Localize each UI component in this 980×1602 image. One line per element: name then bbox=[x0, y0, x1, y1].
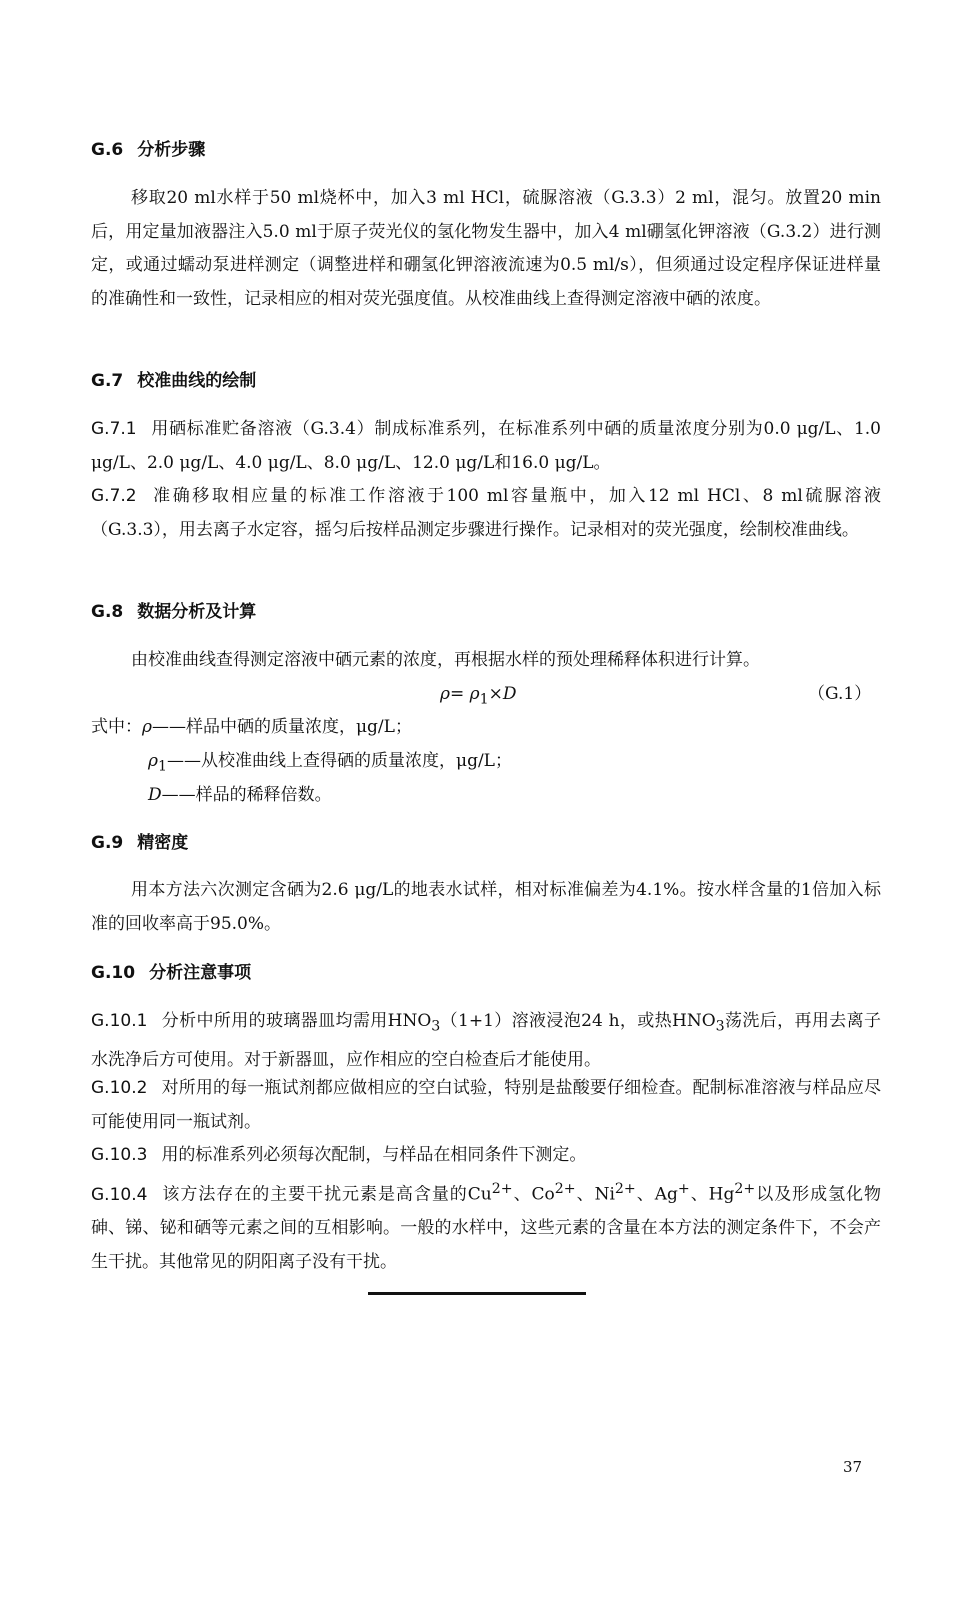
formula-subscript: 1 bbox=[479, 691, 489, 708]
formula-operator: = bbox=[450, 684, 470, 704]
paragraph-g9: 用本方法六次测定含硒为2.6 μg/L的地表水试样，相对标准偏差为4.1%。按水样含量的1倍加入标准的回收率高于95.0%。 bbox=[91, 880, 881, 934]
paragraph-g6: 移取20 ml水样于50 ml烧杯中，加入3 ml HCl，硫脲溶液（G.3.3）2 ml，混匀。放置20 min后，用定量加液器注入5.0 ml于原子荧光仪的氢化物发生器中，加入4 ml硼氢化钾溶液（G.3.2）进行测定，或通过蠕动泵进样测定（调整进样和硼氢化钾溶液流速为0.5 ml/s），但须通过设定程序保证进样量的准确性和一致性，记录相应的相对荧光强度值。从校准曲线上查得测定溶液中硒的浓度。 bbox=[91, 188, 881, 309]
section-heading-g9 bbox=[91, 831, 188, 855]
paragraph-g10-3 bbox=[91, 1139, 881, 1173]
definition-subscript: 1 bbox=[158, 758, 168, 775]
definition-text: ——样品的稀释倍数。 bbox=[161, 785, 332, 805]
section-title: 分析注意事项 bbox=[149, 963, 252, 983]
superscript: 2+ bbox=[614, 1181, 636, 1197]
paragraph-text: 对所用的每一瓶试剂都应做相应的空白试验，特别是盐酸要仔细检查。配制标准溶液与样品应尽可能使用同一瓶试剂。 bbox=[91, 1078, 881, 1132]
subscript: 3 bbox=[715, 1018, 725, 1035]
definition-rho1 bbox=[148, 747, 512, 780]
section-number: G.9 bbox=[91, 833, 124, 853]
paragraph-text: 荡洗后，再用去离子水洗净后方可使用。对于新器皿，应作相应的空白检查后才能使用。 bbox=[91, 1011, 882, 1070]
section-heading-g6 bbox=[91, 138, 205, 162]
section-title: 数据分析及计算 bbox=[137, 602, 257, 622]
definition-symbol: ρ bbox=[142, 717, 152, 737]
subsection-number: G.7.1 bbox=[91, 419, 137, 439]
formula-symbol: D bbox=[502, 684, 517, 704]
paragraph-text: 分析中所用的玻璃器皿均需用HNO bbox=[161, 1011, 432, 1031]
definition-d bbox=[148, 781, 332, 809]
section-heading-g10 bbox=[91, 961, 251, 985]
definition-symbol: ρ bbox=[148, 751, 158, 771]
paragraph-g8: 由校准曲线查得测定溶液中硒元素的浓度，再根据水样的预处理稀释体积进行计算。 bbox=[131, 650, 760, 670]
section-heading-g8 bbox=[91, 600, 256, 624]
section-title: 分析步骤 bbox=[137, 140, 206, 160]
formula-symbol: ρ bbox=[440, 684, 450, 704]
subsection-number: G.7.2 bbox=[91, 486, 137, 506]
page-number: 37 bbox=[843, 1458, 863, 1476]
superscript: + bbox=[677, 1181, 690, 1197]
end-rule bbox=[368, 1292, 586, 1295]
section-number: G.10 bbox=[91, 963, 136, 983]
paragraph-g7-1 bbox=[91, 413, 881, 480]
definition-prefix: 式中： bbox=[91, 717, 142, 737]
formula-number: （G.1） bbox=[808, 684, 872, 704]
paragraph-g7-2 bbox=[91, 480, 881, 547]
paragraph-text: 、Ni bbox=[575, 1184, 615, 1205]
subsection-number: G.10.4 bbox=[91, 1184, 148, 1205]
paragraph-text: 以及形成氢化物砷、锑、铋和硒等元素之间的互相影响。一般的水样中，这些元素的含量在本方法的测定条件下，不会产生干扰。其他常见的阴阳离子没有干扰。 bbox=[91, 1184, 882, 1272]
section-heading-g7 bbox=[91, 369, 256, 393]
paragraph-text: 该方法存在的主要干扰元素是高含量的Cu bbox=[161, 1184, 492, 1205]
paragraph-text: （1+1）溶液浸泡24 h，或热HNO bbox=[440, 1011, 716, 1031]
section-number: G.7 bbox=[91, 371, 124, 391]
section-title: 精密度 bbox=[137, 833, 189, 853]
paragraph-text: 准确移取相应量的标准工作溶液于100 ml容量瓶中，加入12 ml HCl、8 ml硫脲溶液（G.3.3），用去离子水定容，摇匀后按样品测定步骤进行操作。记录相对的荧光强度，绘制校准曲线。 bbox=[91, 486, 881, 540]
formula-symbol: ρ bbox=[469, 684, 480, 704]
section-number: G.8 bbox=[91, 602, 124, 622]
section-title: 校准曲线的绘制 bbox=[137, 371, 257, 391]
paragraph-text: 、Ag bbox=[635, 1184, 678, 1205]
paragraph-g10-4 bbox=[91, 1173, 881, 1279]
paragraph-text: 、Hg bbox=[689, 1184, 735, 1205]
paragraph-text: 用的标准系列必须每次配制，与样品在相同条件下测定。 bbox=[161, 1145, 587, 1165]
definition-text: ——样品中硒的质量浓度，μg/L； bbox=[152, 717, 412, 737]
superscript: 2+ bbox=[554, 1181, 576, 1197]
paragraph-g10-1 bbox=[91, 1005, 881, 1077]
superscript: 2+ bbox=[734, 1181, 756, 1197]
superscript: 2+ bbox=[491, 1181, 513, 1197]
subsection-number: G.10.3 bbox=[91, 1145, 148, 1165]
paragraph-g10-2 bbox=[91, 1072, 881, 1139]
subsection-number: G.10.1 bbox=[91, 1011, 148, 1031]
subscript: 3 bbox=[431, 1018, 441, 1035]
definition-rho bbox=[91, 713, 412, 741]
formula-operator: × bbox=[488, 684, 503, 704]
formula bbox=[440, 680, 517, 713]
section-number: G.6 bbox=[91, 140, 124, 160]
subsection-number: G.10.2 bbox=[91, 1078, 148, 1098]
definition-text: ——从校准曲线上查得硒的质量浓度，μg/L； bbox=[167, 751, 512, 771]
paragraph-text: 、Co bbox=[512, 1184, 555, 1205]
paragraph-text: 用硒标准贮备溶液（G.3.4）制成标准系列，在标准系列中硒的质量浓度分别为0.0 μg/L、1.0 μg/L、2.0 μg/L、4.0 μg/L、8.0 μg/L、12.0 μg/L和16.0 μg/L。 bbox=[91, 419, 881, 473]
definition-symbol: D bbox=[148, 785, 162, 805]
